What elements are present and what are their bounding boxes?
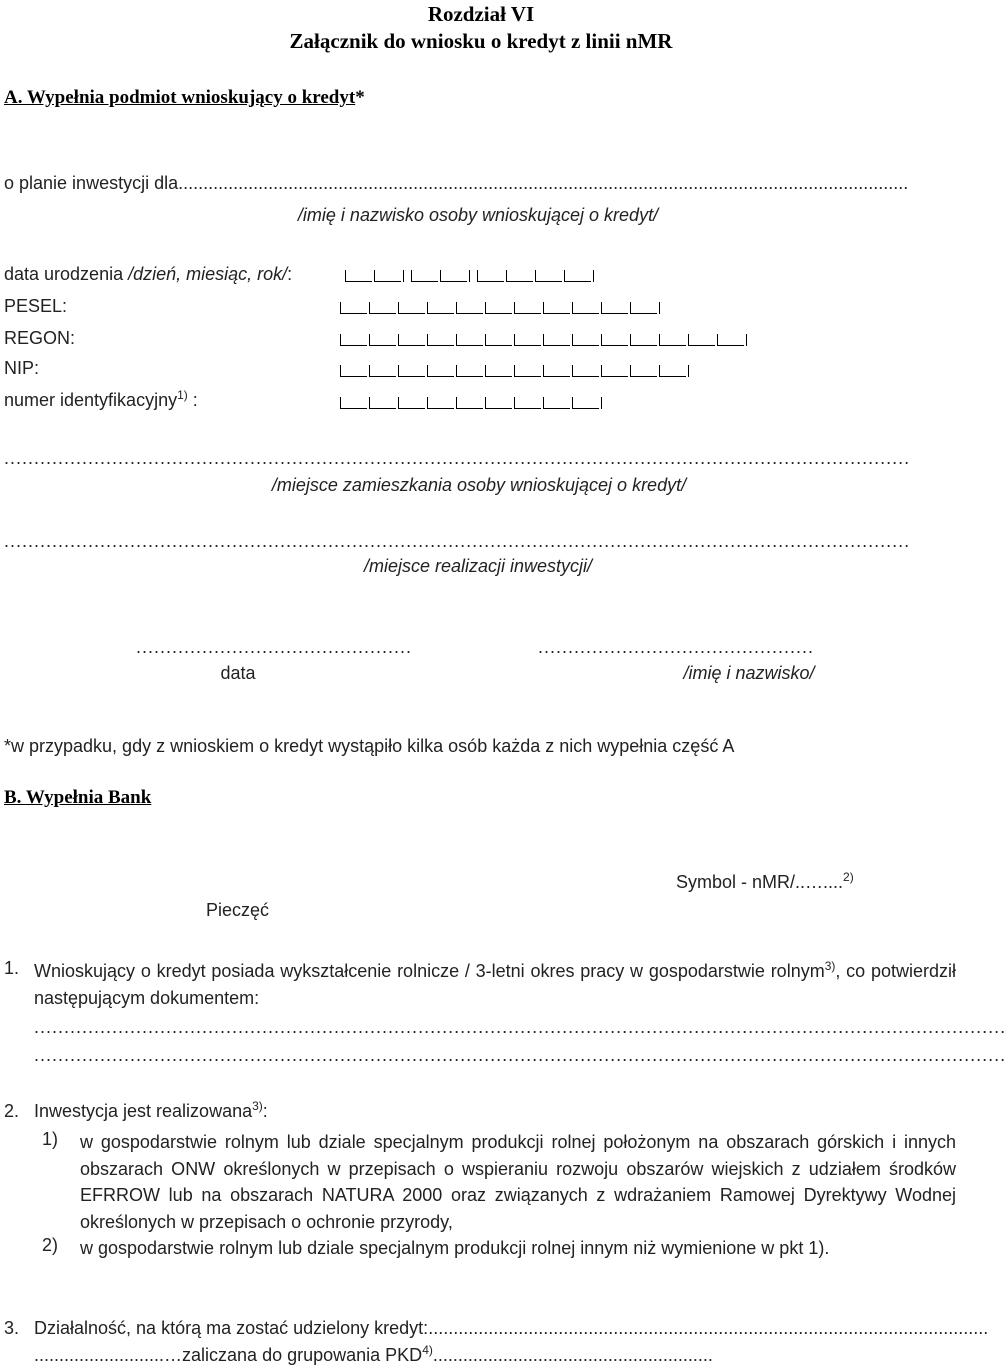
plan-dots: .................................................................................................................................................. — [178, 173, 909, 193]
pesel-cells[interactable] — [340, 300, 667, 314]
pesel-label: PESEL: — [4, 296, 68, 316]
chapter-title: Rozdział VI — [427, 2, 535, 26]
regon-label: REGON: — [4, 328, 76, 348]
symbol-field[interactable]: Symbol - nMR/..…....$^{2)}$ — [676, 870, 854, 892]
section-a-heading: A. Wypełnia podmiot wnioskujący o kredyt* — [4, 87, 365, 108]
id-number-cells[interactable] — [340, 395, 609, 409]
name-caption: /imię i nazwisko/ — [683, 663, 815, 683]
plan-label: o planie inwestycji dla — [4, 173, 179, 193]
residence-dots[interactable]: ....................................................................................................................................................... — [4, 448, 911, 468]
plan-line — [4, 173, 952, 194]
item-1-number: 1. — [4, 958, 20, 978]
sub-item-1-text: w gospodarstwie rolnym lub dziale specjalnym produkcji rolnej położonym na obszarach górskich i innych obszarach ONW określonych w przepisach o wspieraniu rozwoju obszarów wiejskich z udziałem środków EFRROW lub na obszarach NATURA 2000 oraz związanych z wdrażaniem Ramowej Dyrektywy Wodnej określonych w przepisach o ochronie przyrody, — [80, 1132, 956, 1232]
nip-cells[interactable] — [340, 363, 696, 377]
id-number-label: numer identyfikacyjny$^{1)}$ : — [4, 388, 198, 410]
document-title: Załącznik do wniosku o kredyt z linii nMR — [289, 29, 673, 53]
name-dots[interactable]: .............................................. — [538, 637, 815, 657]
item-1-text: Wnioskujący o kredyt posiada wykształcenie rolnicze / 3-letni okres pracy w gospodarstwie rolnym$^{3)}$, co potwierdził następującym dokumentem: — [34, 959, 956, 1008]
birth-date-label: data urodzenia /dzień, miesiąc, rok/: — [4, 264, 293, 284]
date-caption: data — [220, 663, 256, 683]
item-2-text: Inwestycja jest realizowana$^{3)}$: — [34, 1099, 268, 1121]
birth-date-cells[interactable] — [345, 268, 601, 282]
item-3-dots: ................................................................................................................ — [428, 1318, 989, 1338]
investment-location-dots[interactable]: ....................................................................................................................................................... — [4, 531, 911, 551]
item-1-document-dots-1[interactable]: .................................................................................................................................................................. — [34, 1017, 1006, 1037]
sub-item-1-number: 1) — [42, 1129, 59, 1149]
item-3-line[interactable] — [34, 1318, 989, 1339]
section-a-footnote: *w przypadku, gdy z wnioskiem o kredyt wystąpiło kilka osób każda z nich wypełnia część A — [4, 736, 735, 756]
sub-item-2-text: w gospodarstwie rolnym lub dziale specjalnym produkcji rolnej innym niż wymienione w pkt 1). — [80, 1238, 830, 1258]
item-3-pkd-line[interactable]: ..........................…zaliczana do grupowania PKD$^{4)}$........................................................ — [34, 1343, 713, 1365]
date-dots[interactable]: .............................................. — [136, 637, 413, 657]
residence-caption: /miejsce zamieszkania osoby wnioskującej o kredyt/ — [271, 475, 687, 495]
section-b-heading: B. Wypełnia Bank — [4, 787, 152, 808]
regon-cells[interactable] — [340, 332, 754, 346]
nip-label: NIP: — [4, 358, 40, 378]
item-3-text: Działalność, na którą ma zostać udzielony kredyt: — [34, 1318, 429, 1338]
plan-caption: /imię i nazwisko osoby wnioskującej o kredyt/ — [297, 205, 659, 225]
investment-location-caption: /miejsce realizacji inwestycji/ — [363, 556, 593, 576]
sub-item-2-number: 2) — [42, 1235, 59, 1255]
item-3-number: 3. — [4, 1318, 20, 1338]
item-2-number: 2. — [4, 1101, 20, 1121]
item-1-document-dots-2[interactable]: .................................................................................................................................................................. — [34, 1045, 1006, 1065]
stamp-label: Pieczęć — [206, 900, 270, 920]
